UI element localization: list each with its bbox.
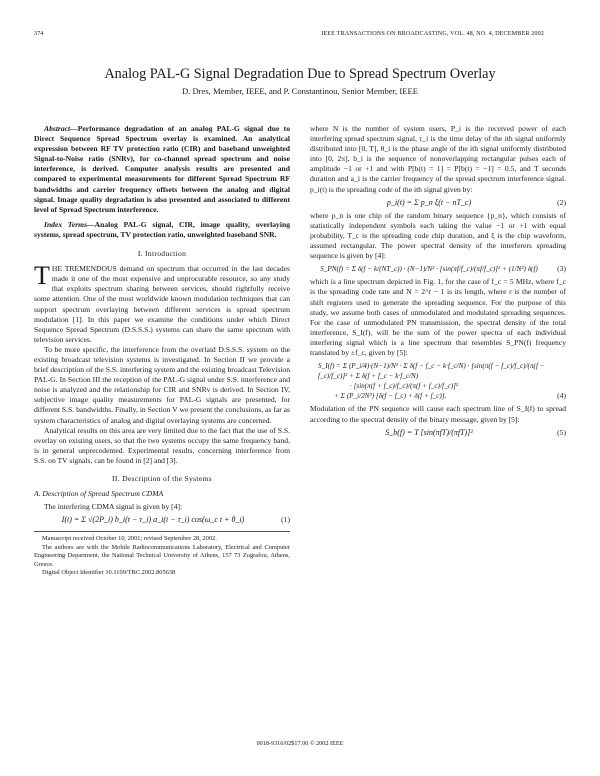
equation-4 xyxy=(310,361,566,401)
equation-4-number: (4) xyxy=(557,391,566,401)
footnote-received: Manuscript received October 10, 2001; revised September 28, 2002. xyxy=(42,535,217,543)
right-paragraph-1: where N is the number of system users, P_i is the received power of each interfering spread spectrum signal, τ_i is the time delay of the ith signal uniformly distributed into [0, T], θ_i is the phase angle of the ith signal uniformly distributed into [0, 2π], b_i is the sequence of nonoverlapping rectangular pulses each of amplitude −1 or +1 and with P[b(t) = 1] = P[b(t) = −1] = 0.5, and T seconds duration and a_i is the carrier frequency of the spread spectrum interference signal. p_i(t) is the spreading code of the ith signal given by: xyxy=(310,124,566,194)
section1-heading: I. Introduction xyxy=(137,249,187,259)
equation-3-number: (3) xyxy=(557,264,566,274)
page-number: 374 xyxy=(34,30,44,37)
intro-paragraph-2: To be more specific, the interference from the overlaid D.S.S.S. system on the existing broadcast television systems is investigated. In Section II we provide a brief description of the S.S. interfering system and the existing broadcast Television PAL-G. In Section III the reception of the PAL-G signal under S.S. interference and noise is analyzed and the relationship for CIR and SNRv is derived. In Section IV, subjective image quality measurements for PAL-G signals are presented, for different S.S. bandwidths. Finally, in Section V we present the conclusions, as far as system characteristics of analog and digital overlaying systems are concerned. xyxy=(34,344,290,425)
right-paragraph-3: which is a line spectrum depicted in Fig. 1, for the case of f_c = 5 MHz, where f_c is the spreading code rate and N = 2^r − 1 is its length, where r is the number of shift registers used to generate the spreading sequence. For the purpose of this study, we assume both cases of unmodulated and modulated spreading sequences. For the case of unmodulated PN transmission, the spectral density of the total interference, S_I(f), will be the sum of the power spectra of each individual interfering signal which is a line spectrum that resembles S_PN(f) frequency translated by ±f_c, given by [5]: xyxy=(310,277,566,357)
equation-4-line-a: S_I(f) = Σ (P_i/4)·(N−1)/N² · Σ δ(f − f_c − k·f_c/N) · [sin(π(f − f_c)/f_c)/(π(f − f_c)/f_c)]² + Σ δ(f + f_c − k·f_c/N) xyxy=(318,362,545,381)
equation-2-number: (2) xyxy=(557,197,566,207)
section2-subheading: A. Description of Spread Spectrum CDMA xyxy=(34,489,164,499)
footnote-affiliation: The authors are with the Mobile Radiocommunications Laboratory, Electrical and Computer Engineering Department, the National Technical University of Athens, 157 73 Zografou, Athens, Greece. xyxy=(34,543,290,568)
intro-p1-text: HE TREMENDOUS demand on spectrum that occurred in the last decades made it one of the most expensive and unprocurable resource, so any study that exploits spectrum sharing between services, should rightfully receive some attention. One of the most worldwide known modulation techniques that can support spectrum overlaying between different services is spread spectrum modulation [1]. In this paper we examine the conditions under which Direct Sequence Spread Spectrum (D.S.S.S.) systems can share the same spectrum with television services. xyxy=(34,264,290,344)
equation-5 xyxy=(310,428,566,438)
right-column xyxy=(310,124,566,441)
index-terms-label: Index Terms— xyxy=(44,219,95,229)
intro-paragraph-1 xyxy=(34,261,290,345)
footnote xyxy=(34,531,290,577)
abstract-text: Performance degradation of an analog PAL-G signal due to Direct Sequence Spread Spectrum overlay is examined. An analytical expression between RF TV protection ratio (CIR) and baseband unweighted Signal-to-Noise ratio (SNRv), for co-channel spread spectrum and noise interference, is derived. Computer analysis results are presented and compared to experimental measurements for different Spread Spectrum RF bandwidths and carrier frequency offsets between the analog and digital signal. Image quality degradation is also presented and associated to different level of Spread Spectrum interference. xyxy=(34,124,290,214)
equation-2-math: p_i(t) = Σ p_n ξ(t − nT_c) xyxy=(386,197,472,207)
equation-1-math: I(t) = Σ √(2P_i) b_i(t − τ_i) a_i(t − τ_i) cos(ω_c t + θ_i) xyxy=(61,515,245,525)
equation-3-math: S_PN(f) = Σ δ(f − k/(NT_c)) · (N−1)/N² · [sin(πf/f_c)/(πf/f_c)]² + (1/N²) δ(f) xyxy=(320,265,538,274)
equation-5-number: (5) xyxy=(557,427,566,437)
equation-3 xyxy=(310,264,566,274)
equation-4-line-b: · [sin(π(f + f_c)/f_c)/(π(f + f_c)/f_c)]² xyxy=(350,382,459,391)
equation-5-math: S_b(f) = T [sin(πfT)/(πfT)]² xyxy=(385,427,473,437)
paper-title: Analog PAL-G Signal Degradation Due to Spread Spectrum Overlay xyxy=(104,66,496,82)
right-paragraph-4: Modulation of the PN sequence will cause each spectrum line of S_I(f) to spread according to the spectral density of the binary message, given by [5]: xyxy=(310,404,566,424)
equation-1 xyxy=(34,515,290,525)
intro-paragraph-3: Analytical results on this area are very limited due to the fact that the use of S.S. overlay on existing users, so that the two systems occupy the same frequency band, is in general unprecedented. Experimental results, concerning interference from S.S. on TV signals, can be found in [2] and [3]. xyxy=(34,425,290,465)
left-column xyxy=(34,124,290,577)
journal-header: IEEE TRANSACTIONS ON BROADCASTING, VOL. 48, NO. 4, DECEMBER 2002 xyxy=(321,30,544,37)
footnote-doi: Digital Object Identifier 10.1109/TBC.2002.805638 xyxy=(42,569,176,576)
right-paragraph-2: where p_n is one chip of the random binary sequence {p_n}, which consists of statistically independent symbols each taking the value −1 or +1 with equal probability, T_c is the spreading code chip duration, and ξ is the chip waveform, assumed rectangular. The power spectral density of the interferers spreading sequence is given by [4]: xyxy=(310,210,566,261)
equation-4-line-c: + Σ (P_i/2N²) [δ(f − f_c) + δ(f + f_c)]. xyxy=(334,392,447,401)
paper-authors: D. Dres, Member, IEEE, and P. Constantinou, Senior Member, IEEE xyxy=(181,86,419,96)
copyright-line: 0018-9316/02$17.00 © 2002 IEEE xyxy=(256,740,344,747)
dropcap: T xyxy=(34,261,50,291)
index-terms xyxy=(34,220,290,240)
equation-2 xyxy=(310,198,566,208)
index-terms-text: Analog PAL-G signal, CIR, image quality, overlaying systems, spread spectrum, TV protection ratio, unweighted baseband SNR. xyxy=(34,219,290,239)
section2-paragraph-1: The interfering CDMA signal is given by [4]: xyxy=(44,502,183,512)
abstract xyxy=(34,124,290,215)
abstract-label: Abstract— xyxy=(44,124,78,133)
section2-heading: II. Description of the Systems xyxy=(112,474,212,483)
equation-1-number: (1) xyxy=(281,515,290,525)
